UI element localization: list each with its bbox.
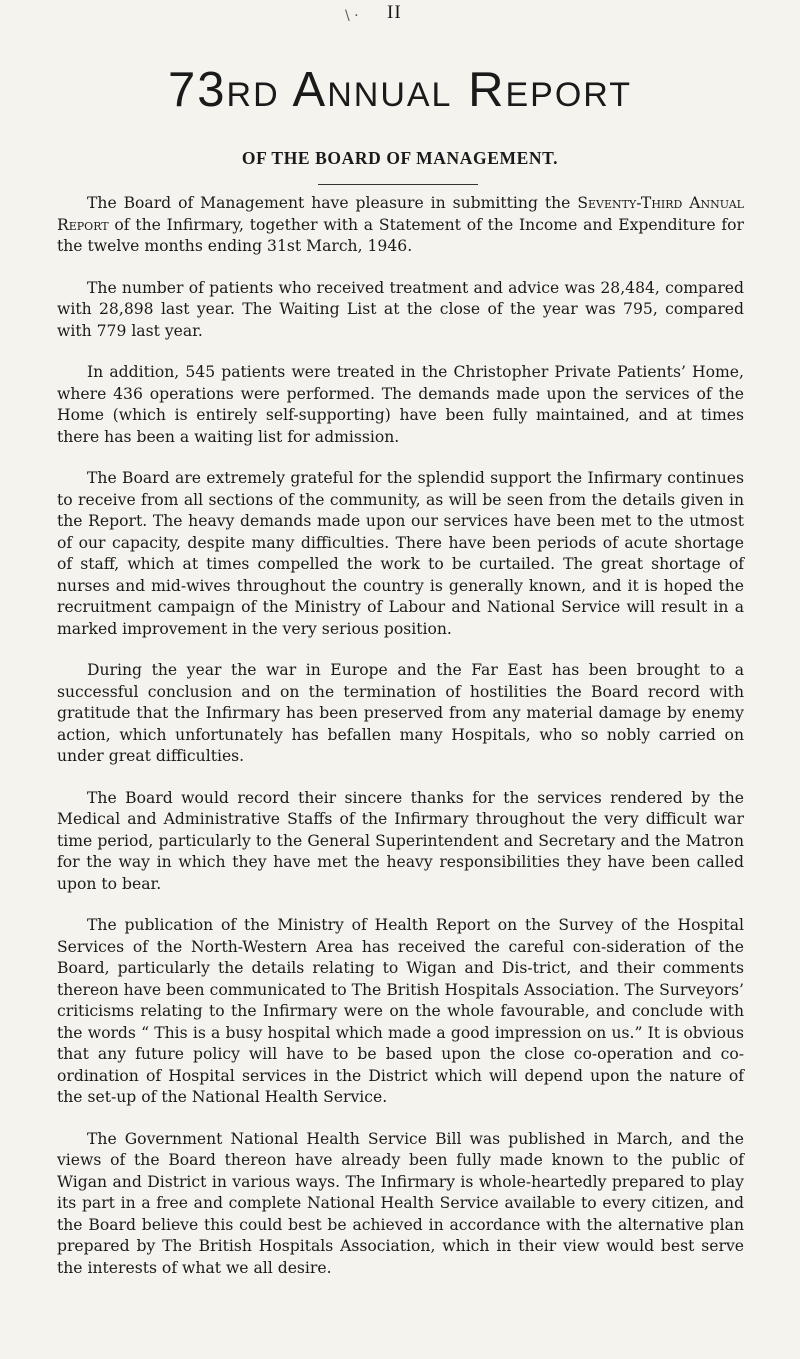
page-number: II <box>387 2 402 23</box>
report-body <box>57 193 744 1299</box>
paragraph-war: During the year the war in Europe and the Far East has been brought to a successful conclusion and on the termination of hostilities the Board record with gratitude that the Infirmary has been preserved from any material damage by enemy action, which unfortunately has befallen many Hospitals, who so nobly carried on under great difficulties. <box>57 661 744 765</box>
paragraph-thanks: The Board would record their sincere thanks for the services rendered by the Medical and Administrative Staffs of the Infirmary throughout the very difficult war time period, particularly to the General Superintendent and Secretary and the Matron for the way in which they have met the heavy responsibilities they have been called upon to bear. <box>57 788 744 893</box>
paragraph-health-bill: The Government National Health Service Bill was published in March, and the views of the Board thereon have already been fully made known to the public of Wigan and District in various ways. The Infirmary is whole-heartedly prepared to play its part in a free and complete National Health Service available to every citizen, and the Board believe this could best be achieved in accordance with the alternative plan prepared by The British Hospitals Association, which in their view would best serve the interests of what we all desire. <box>57 1129 744 1277</box>
paragraph-intro <box>57 193 744 258</box>
paragraph-survey: The publication of the Ministry of Health Report on the Survey of the Hospital Services of the North-Western Area has received the careful con-sideration of the Board, particularly the details relating to Wigan and Dis-trict, and their comments thereon have been communicated to The British Hospitals Association. The Surveyors’ criticisms relating to the Infirmary were on the whole favourable, and conclude with the words “ This is a busy hospital which made a good impression on us.” It is obvious that any future policy will have to be based upon the close co-operation and co-ordination of Hospital services in the District which will depend upon the nature of the set-up of the National Health Service. <box>57 916 744 1106</box>
report-title: 73rd Annual Report <box>168 63 632 117</box>
paragraph-intro-report-name: Seventy-Third Annual Report <box>57 194 744 234</box>
paragraph-support: The Board are extremely grateful for the splendid support the Infirmary continues to receive from all sections of the community, as will be seen from the details given in the Report. The heavy demands made upon our services have been met to the utmost of our capacity, despite many difficulties. There have been periods of acute shortage of staff, which at times compelled the work to be curtailed. The great shortage of nurses and mid-wives throughout the country is generally known, and it is hoped the recruitment campaign of the Ministry of Labour and National Service will result in a marked improvement in the very serious position. <box>57 469 744 638</box>
report-subtitle: OF THE BOARD OF MANAGEMENT. <box>241 148 559 168</box>
title-divider <box>318 184 478 185</box>
paragraph-private-home: In addition, 545 patients were treated in the Christopher Private Patients’ Home, where 436 operations were performed. The demands made upon the services of the Home (which is entirely self-supporting) have been fully maintained, and at times there has been a waiting list for admission. <box>57 363 744 446</box>
paragraph-intro-before: The Board of Management have pleasure in submitting the <box>87 194 578 212</box>
stray-mark: \ · <box>345 8 359 24</box>
paragraph-patients: The number of patients who received treatment and advice was 28,484, compared with 28,898 last year. The Waiting List at the close of the year was 795, compared with 779 last year. <box>57 278 744 340</box>
paragraph-intro-after: of the Infirmary, together with a Statement of the Income and Expenditure for the twelve months ending 31st March, 1946. <box>57 215 744 255</box>
